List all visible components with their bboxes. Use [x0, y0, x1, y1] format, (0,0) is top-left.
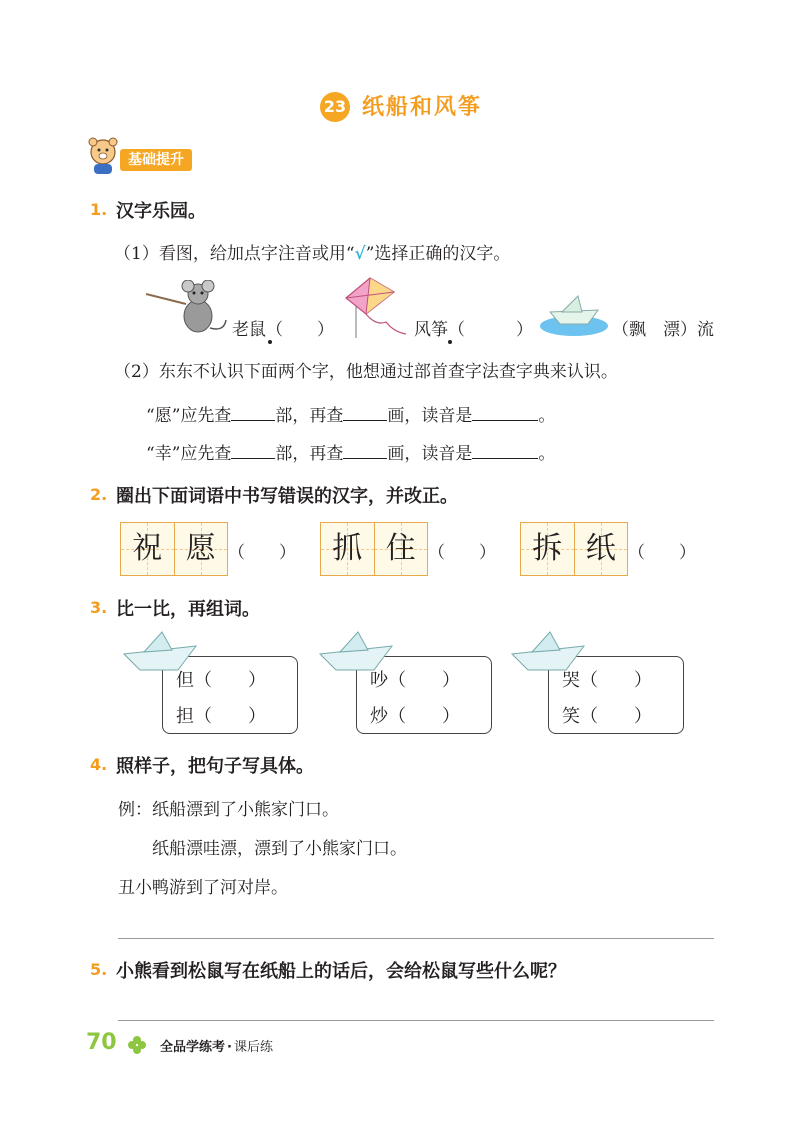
q1-row-yuan-label: “愿”应先查 — [146, 406, 232, 426]
kite-illustration — [336, 274, 410, 340]
pinyin-blank[interactable] — [472, 402, 538, 421]
q1-item-kite: 风筝（ ） — [414, 320, 533, 340]
q1-row-end: 。 — [538, 406, 556, 426]
stroke-blank[interactable] — [343, 440, 387, 459]
q4-example-answer: 纸船漂哇漂，漂到了小熊家门口。 — [152, 839, 407, 859]
q3-title: 比一比，再组词。 — [116, 599, 260, 620]
q5-number: 5. — [90, 960, 108, 979]
q1-row-hua: 画，读音是 — [387, 406, 473, 426]
q4-prompt: 丑小鸭游到了河对岸。 — [118, 878, 288, 898]
emphasis-dot — [448, 340, 452, 344]
bear-mascot-icon — [86, 136, 120, 176]
word-grid-1 — [120, 522, 228, 576]
q1-row-bu: 部，再查 — [275, 406, 344, 426]
compare-line[interactable]: 哭（ ） — [562, 670, 652, 691]
compare-line[interactable]: 担（ ） — [176, 706, 266, 727]
q1-part1-text: （1）看图，给加点字注音或用“ — [114, 244, 355, 264]
word-grid-3 — [520, 522, 628, 576]
clover-icon — [128, 1036, 146, 1054]
grid-char[interactable]: 祝 — [121, 523, 174, 575]
grid-char[interactable]: 抓 — [321, 523, 374, 575]
compare-line[interactable]: 炒（ ） — [370, 706, 460, 727]
page-number: 70 — [86, 1030, 117, 1055]
correction-paren[interactable]: （ ） — [628, 543, 696, 563]
q1-item-mouse: 老鼠（ ） — [232, 320, 334, 340]
mouse-illustration — [146, 280, 230, 338]
q2-number: 2. — [90, 485, 108, 504]
lesson-number-badge: 23 — [320, 92, 350, 122]
q1-row-xing — [146, 439, 555, 464]
stroke-blank[interactable] — [343, 402, 387, 421]
grid-char[interactable]: 拆 — [521, 523, 574, 575]
q1-row-bu: 部，再查 — [275, 444, 344, 464]
grid-char[interactable]: 愿 — [174, 523, 228, 575]
q2-title: 圈出下面词语中书写错误的汉字，并改正。 — [116, 486, 458, 507]
q1-row-hua: 画，读音是 — [387, 444, 473, 464]
section-label: 基础提升 — [120, 149, 192, 171]
q1-row-yuan — [146, 401, 555, 426]
grid-char[interactable]: 住 — [374, 523, 428, 575]
paper-boat-illustration — [538, 292, 608, 338]
q4-example: 例：纸船漂到了小熊家门口。 — [118, 800, 339, 820]
q1-row-xing-label: “幸”应先查 — [146, 444, 232, 464]
q4-title: 照样子，把句子写具体。 — [116, 756, 314, 777]
answer-line[interactable] — [118, 938, 714, 939]
q1-part1-end: ”选择正确的汉字。 — [365, 244, 511, 264]
q1-item-float: （飘 漂）流 — [612, 320, 714, 340]
pinyin-blank[interactable] — [472, 440, 538, 459]
q1-number: 1. — [90, 200, 108, 219]
page-title: 纸船和风筝 — [362, 95, 483, 120]
correction-paren[interactable]: （ ） — [428, 543, 496, 563]
grid-char[interactable]: 纸 — [574, 523, 628, 575]
q1-part2: （2）东东不认识下面两个字，他想通过部首查字法查字典来认识。 — [114, 362, 618, 382]
radical-blank[interactable] — [231, 440, 275, 459]
compare-line[interactable]: 吵（ ） — [370, 670, 460, 691]
radical-blank[interactable] — [231, 402, 275, 421]
q1-part1 — [114, 239, 510, 264]
compare-line[interactable]: 笑（ ） — [562, 706, 652, 727]
footer-divider — [118, 1020, 714, 1021]
q5-title: 小熊看到松鼠写在纸船上的话后，会给松鼠写些什么呢？ — [116, 961, 566, 982]
q4-number: 4. — [90, 755, 108, 774]
compare-line[interactable]: 但（ ） — [176, 670, 266, 691]
word-grid-2 — [320, 522, 428, 576]
q1-title: 汉字乐园。 — [116, 201, 206, 222]
check-mark-icon: √ — [354, 244, 366, 264]
correction-paren[interactable]: （ ） — [228, 543, 296, 563]
emphasis-dot — [268, 340, 272, 344]
q3-number: 3. — [90, 598, 108, 617]
footer-book-title: 全品学练考 · 课后练 — [160, 1040, 273, 1055]
q1-row-end: 。 — [538, 444, 556, 464]
